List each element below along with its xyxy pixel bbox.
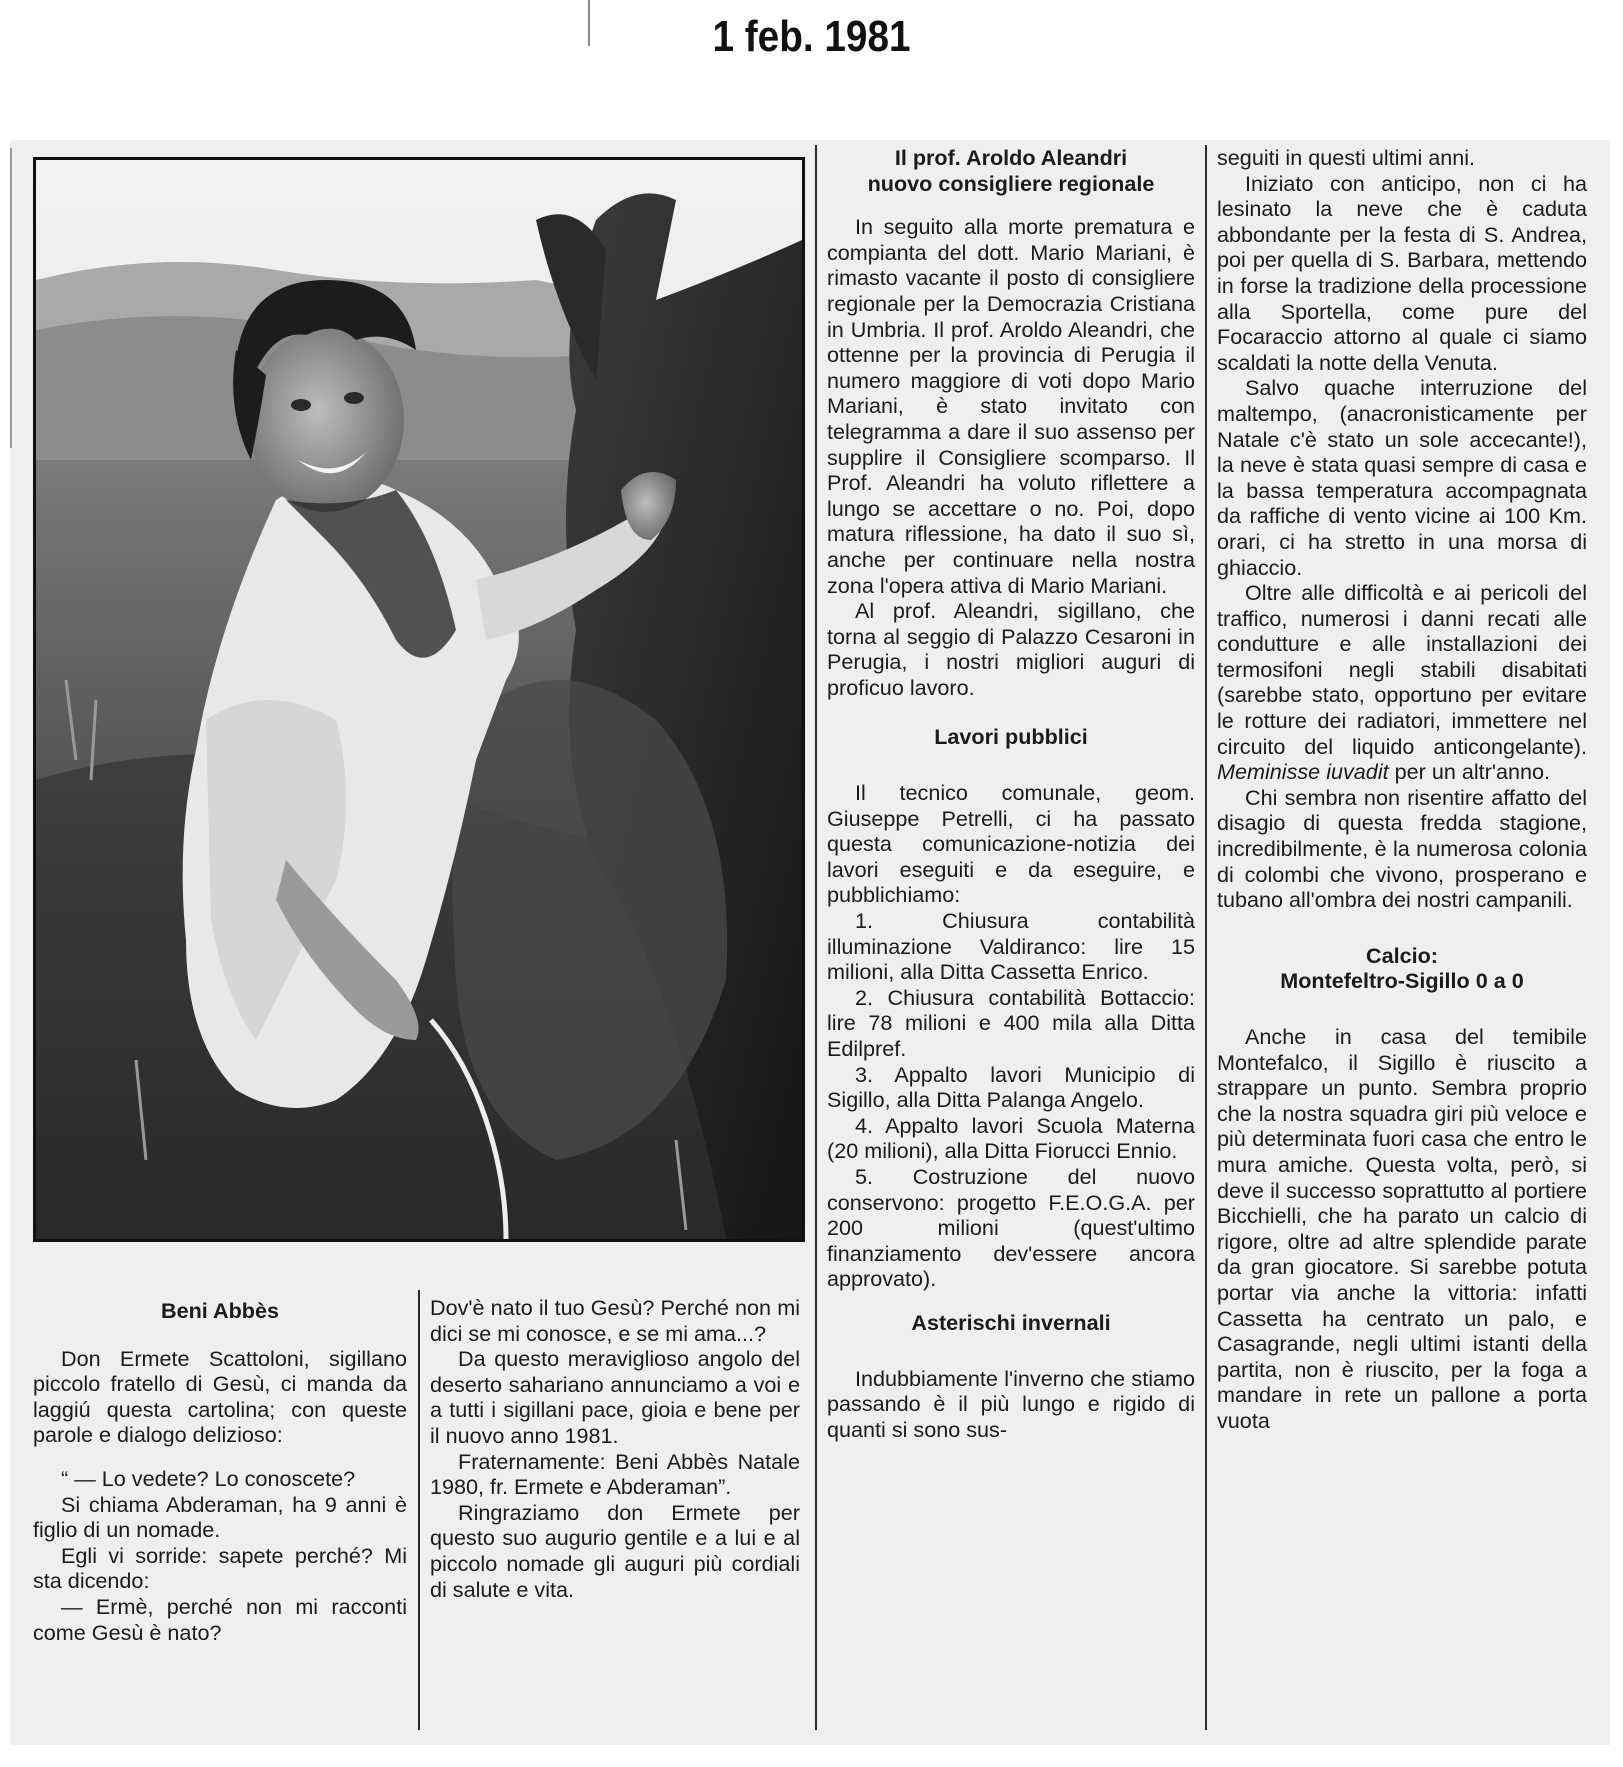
asterischi-paragraph: [1217, 580, 1587, 785]
asterischi-latin: Meminisse iuvadit: [1217, 759, 1389, 785]
lavori-intro: Il tecnico comunale, geom. Giuseppe Petrelli, ci ha passato questa comunicazione-notizia dei lavori eseguiti e da eseguire, e pubblichiamo:: [827, 780, 1195, 908]
column-rule-1: [418, 1290, 420, 1730]
news-column-4: [1217, 145, 1587, 1434]
aleandri-paragraph: In seguito alla morte prematura e compianta del dott. Mario Mariani, è rimasto vacante il posto di consigliere regionale per la Democrazia Cristiana in Umbria. Il prof. Aroldo Aleandri, che ottenne per la provincia di Perugia il numero maggiore di voti dopo Mario Mariani, è stato invitato con telegramma a dare il suo assenso per supplire il Consigliere scomparso. Il Prof. Aleandri ha voluto riflettere a lungo se accettare o no. Poi, dopo matura riflessione, ha dato il suo sì, anche per continuare nella nostra zona l'opera attiva di Mario Mariani.: [827, 214, 1195, 598]
beni-abbes-paragraph: “ — Lo vedete? Lo conoscete?: [61, 1465, 356, 1491]
calcio-paragraph: Anche in casa del temibile Montefalco, il Sigillo è riuscito a strappare un punto. Sembra proprio che la nostra squadra giri più veloce e più determinata fuori casa che entro le mura amiche. Questa volta, però, si deve il successo soprattutto al portiere Bicchielli, che ha parato un calcio di rigore, oltre ad altre splendide parate da gran giocatore. Si sarebbe potuta portar via anche la vittoria: infatti Cassetta ha centrato un palo, e Casagrande, negli ultimi istanti della partita, non è riuscito, per la foga a mandare in rete un pallone a porta vuota: [1217, 1024, 1587, 1433]
asterischi-text: per un altr'anno.: [1394, 759, 1551, 785]
beni-abbes-column-1: [33, 1298, 407, 1645]
column-rule-2: [815, 145, 817, 1730]
column-rule-3: [1205, 145, 1207, 1730]
calcio-subtitle: Montefeltro-Sigillo 0 a 0: [1280, 968, 1524, 994]
lavori-item: 3. Appalto lavori Municipio di Sigillo, alla Ditta Palanga Angelo.: [827, 1061, 1195, 1113]
beni-abbes-paragraph: Don Ermete Scattoloni, sigillano piccolo fratello di Gesù, ci manda da laggiú questa cartolina; con queste parole e dialogo delizioso:: [33, 1345, 407, 1448]
lavori-title: Lavori pubblici: [934, 724, 1088, 750]
beni-abbes-paragraph: Ringraziamo don Ermete per questo suo augurio gentile e a lui e al piccolo nomade gli auguri più cordiali di salute e vita.: [430, 1499, 800, 1602]
asterischi-paragraph: Chi sembra non risentire affatto del disagio di questa fredda stagione, incredibilmente, è la numerosa colonia di colombi che vivono, prosperano e tubano all'ombra dei nostri campanili.: [1217, 784, 1587, 913]
aleandri-paragraph: Al prof. Aleandri, sigillano, che torna al seggio di Palazzo Cesaroni in Perugia, i nostri migliori auguri di proficuo lavoro.: [827, 598, 1195, 700]
beni-abbes-paragraph: — Ermè, perché non mi racconti come Gesù è nato?: [33, 1593, 407, 1645]
beni-abbes-paragraph: Egli vi sorride: sapete perché? Mi sta dicendo:: [33, 1542, 407, 1594]
lavori-item: 5. Costruzione del nuovo conservono: progetto F.E.O.G.A. per 200 milioni (quest'ultimo finanziamento dev'essere ancora approvato).: [827, 1163, 1195, 1292]
asterischi-paragraph: seguiti in questi ultimi anni.: [1217, 145, 1476, 170]
calcio-title: Calcio:: [1366, 942, 1438, 968]
beni-abbes-paragraph: Si chiama Abderaman, ha 9 anni è figlio di un nomade.: [33, 1491, 407, 1543]
aleandri-title: Il prof. Aroldo Aleandri nuovo consigliere regionale: [867, 145, 1155, 196]
clipping-left-edge: [10, 148, 12, 448]
news-column-3: [827, 145, 1195, 1442]
asterischi-title: Asterischi invernali: [911, 1309, 1111, 1335]
beni-abbes-paragraph: Da questo meraviglioso angolo del deserto sahariano annunciamo a voi e a tutti i sigillani pace, gioia e bene per il nuovo anno 1981.: [430, 1346, 800, 1448]
asterischi-paragraph: Iniziato con anticipo, non ci ha lesinato la neve che è caduta abbondante per la festa di S. Andrea, poi per quella di S. Barbara, mettendo in forse la tradizione della processione alla Sportella, come pure del Focaraccio attorno al quale ci siamo scaldati la notte della Venuta.: [1217, 170, 1587, 375]
lavori-item: 4. Appalto lavori Scuola Materna (20 milioni), alla Ditta Fiorucci Ennio.: [827, 1112, 1195, 1164]
beni-abbes-title: Beni Abbès: [161, 1298, 279, 1323]
asterischi-paragraph: Indubbiamente l'inverno che stiamo passando è il più lungo e rigido di quanti si sono sus-: [827, 1365, 1195, 1442]
beni-abbes-paragraph: Fraternamente: Beni Abbès Natale 1980, fr. Ermete e Abderaman”.: [430, 1448, 800, 1500]
lavori-item: 2. Chiusura contabilità Bottaccio: lire 78 milioni e 400 mila alla Ditta Edilpref.: [827, 984, 1195, 1061]
asterischi-text: Oltre alle difficoltà e ai pericoli del traffico, numerosi i danni recati alle condutture e alle installazioni dei termosifoni negli stabili disabitati (sarebbe stato, opportuno per evitare le rotture dei radiatori, immettere nel circuito del liquido anticongelante).: [1217, 580, 1587, 759]
asterischi-paragraph: Salvo quache interruzione del maltempo, (anacronisticamente per Natale c'è stato un sole accecante!), la neve è stata quasi sempre di casa e la bassa temperatura accompagnata da raffiche di vento vicine ai 100 Km. orari, ci ha stretto in una morsa di ghiaccio.: [1217, 375, 1587, 580]
beni-abbes-column-2: [430, 1295, 800, 1602]
beni-abbes-paragraph: Dov'è nato il tuo Gesù? Perché non mi dici se mi conosce, e se mi ama...?: [430, 1295, 800, 1346]
lavori-item: 1. Chiusura contabilità illuminazione Valdiranco: lire 15 milioni, alla Ditta Cassetta Enrico.: [827, 908, 1195, 985]
clipping-date: 1 feb. 1981: [712, 12, 911, 61]
child-with-donkey-photo: [33, 157, 805, 1242]
